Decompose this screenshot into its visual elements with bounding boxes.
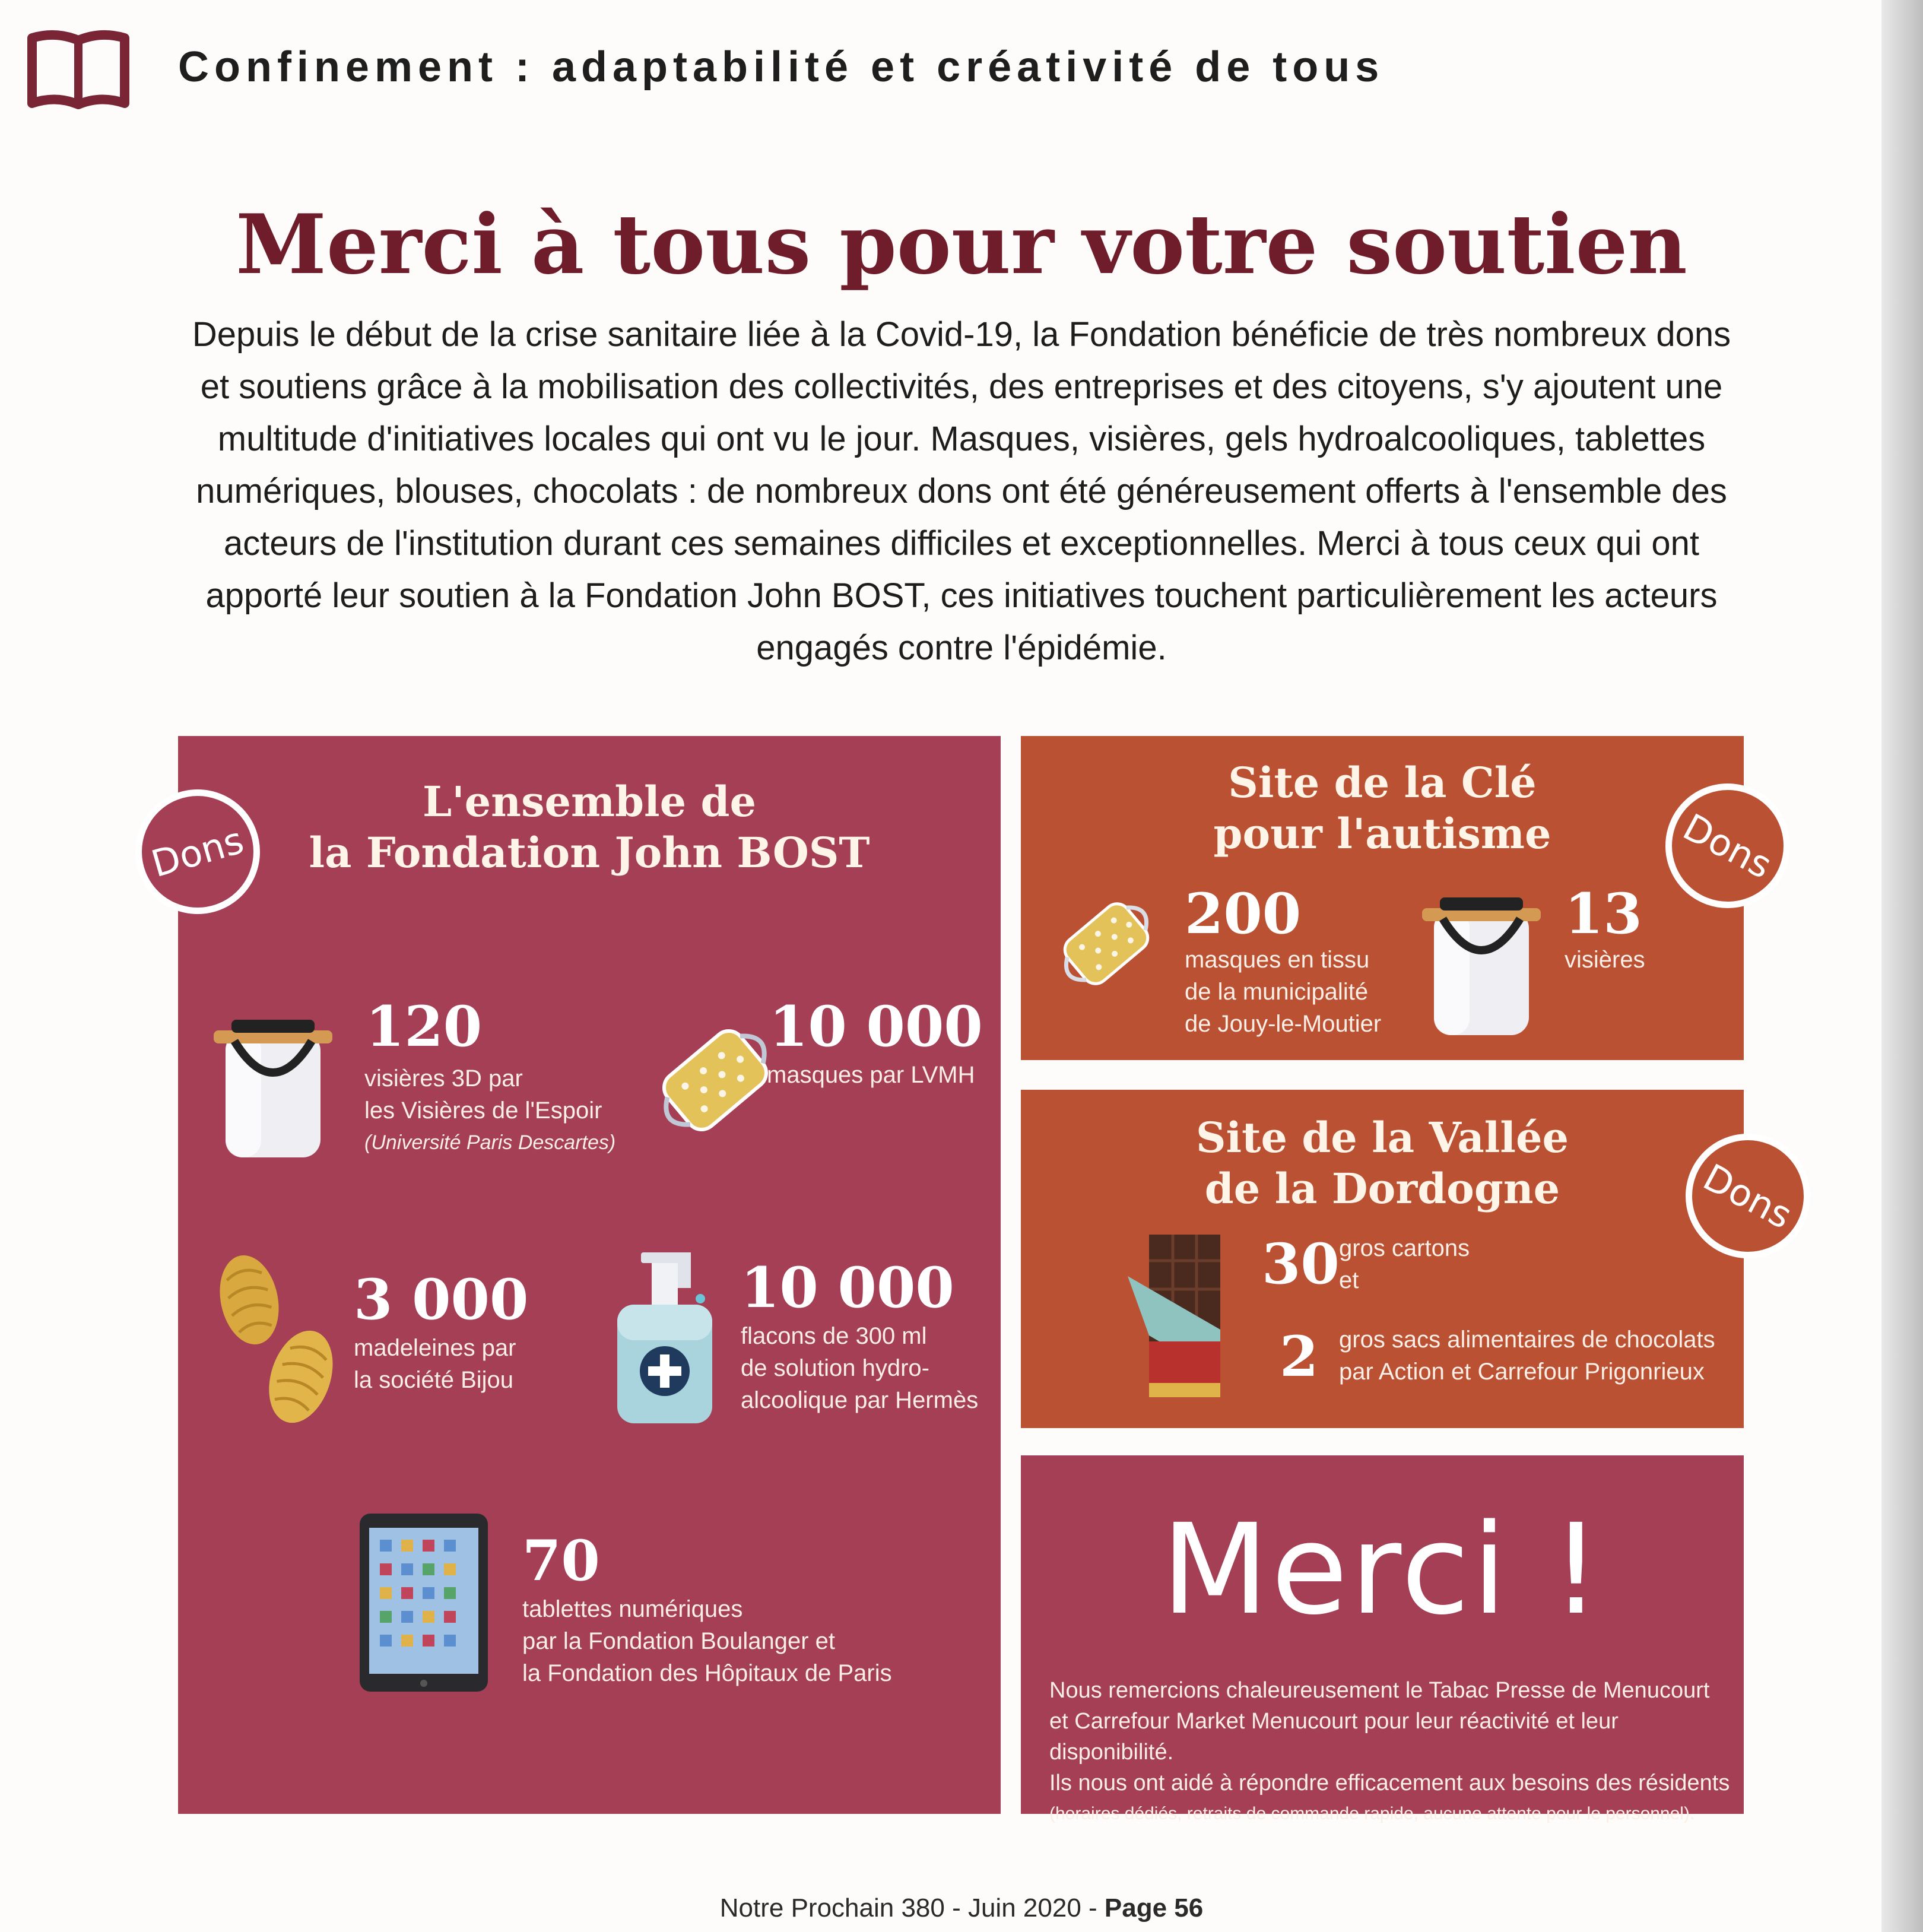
merci-line: et Carrefour Market Menucourt pour leur réactivité et leur disponibilité. <box>1049 1709 1619 1765</box>
panel-merci <box>1021 1455 1744 1823</box>
item-desc-line: et <box>1339 1267 1359 1293</box>
item-number: 70 <box>522 1528 600 1594</box>
merci-note: (horaires dédiés, retraits de commande rapide, aucune attente pour le personnel). <box>1049 1804 1695 1823</box>
panel-title-line1: L'ensemble de <box>422 777 757 826</box>
article-intro: Depuis le début de la crise sanitaire liée à la Covid-19, la Fondation bénéficie de très nombreux dons et soutiens grâce à la mobilisation des collectivités, des entreprises et des citoyens, s'y ajoutent une multitude d'initiatives locales qui ont vu le jour. Masques, visières, gels hydroalcooliques, tablettes numériques, blouses, chocolats : de nombreux dons ont été généreusement offerts à l'ensemble des acteurs de l'institution durant ces semaines difficiles et exceptionnelles. Merci à tous ceux qui ont apporté leur soutien à la Fondation John BOST, ces initiatives touchent particulièrement les acteurs engagés contre l'épidémie. <box>192 315 1731 667</box>
item-number: 10 000 <box>741 1255 954 1321</box>
panel-title-line1: Site de la Clé <box>1228 758 1537 807</box>
item-desc-line: de solution hydro- <box>741 1355 929 1381</box>
dons-badge <box>1665 783 1790 908</box>
article-title: Merci à tous pour votre soutien <box>236 196 1687 293</box>
item-desc-line: les Visières de l'Espoir <box>364 1097 602 1124</box>
face-shield-icon <box>214 1015 332 1163</box>
item-desc-line: la Fondation des Hôpitaux de Paris <box>522 1660 892 1686</box>
panel-site-vallee <box>1021 1090 1744 1428</box>
panel-site-cle <box>1021 736 1744 1060</box>
item-desc-line: gros sacs alimentaires de chocolats <box>1339 1327 1715 1353</box>
panel-fondation <box>178 736 1001 1814</box>
item-desc-line: (Université Paris Descartes) <box>364 1131 616 1154</box>
page-footer <box>0 1893 1923 1923</box>
dons-badge-label: Dons <box>147 818 249 886</box>
item-desc-line: de la municipalité <box>1185 979 1369 1005</box>
merci-line: Ils nous ont aidé à répondre efficacement aux besoins des résidents <box>1049 1771 1730 1795</box>
dons-badge <box>1686 1134 1810 1258</box>
item-desc-line: alcoolique par Hermès <box>741 1387 979 1413</box>
face-mask-icon <box>647 1009 783 1151</box>
panel-title-line2: la Fondation John BOST <box>309 828 870 877</box>
item-desc-line: par la Fondation Boulanger et <box>522 1628 836 1654</box>
item-desc-line: tablettes numériques <box>522 1596 743 1622</box>
face-mask-icon <box>1053 884 1160 1003</box>
footer-text: Notre Prochain 380 - Juin 2020 - <box>719 1893 1105 1923</box>
hand-sanitizer-icon <box>605 1252 724 1425</box>
chocolate-bar-icon <box>1128 1235 1232 1401</box>
dons-badge-label: Dons <box>1676 804 1779 887</box>
book-icon <box>26 30 131 110</box>
dons-badge <box>135 789 260 914</box>
item-number: 13 <box>1565 881 1642 947</box>
item-desc-line: masques par LVMH <box>767 1062 975 1088</box>
item-desc-line: de Jouy-le-Moutier <box>1185 1011 1382 1037</box>
item-number: 120 <box>366 994 483 1059</box>
merci-line: Nous remercions chaleureusement le Tabac Presse de Menucourt <box>1049 1678 1710 1703</box>
madeleine-icon <box>214 1252 344 1436</box>
item-number: 10 000 <box>769 994 983 1059</box>
panel-title-line2: pour l'autisme <box>1213 809 1551 858</box>
dons-badge-label: Dons <box>1696 1154 1800 1238</box>
item-desc-line: flacons de 300 ml <box>741 1323 927 1349</box>
panel-title-line1: Site de la Vallée <box>1195 1113 1569 1162</box>
tablet-icon <box>360 1514 488 1692</box>
item-desc-line: madeleines par <box>354 1335 516 1361</box>
item-desc-line: visières <box>1565 947 1645 973</box>
item-desc-line: visières 3D par <box>364 1065 523 1092</box>
item-desc-line: la société Bijou <box>354 1367 514 1393</box>
item-number: 30 <box>1262 1232 1340 1297</box>
merci-heading: Merci ! <box>1161 1497 1604 1642</box>
section-header-title: Confinement : adaptabilité et créativité de tous <box>178 43 1385 91</box>
item-desc-line: gros cartons <box>1339 1235 1470 1261</box>
page-number: Page 56 <box>1104 1893 1204 1923</box>
face-shield-icon <box>1422 893 1541 1041</box>
item-desc-line: masques en tissu <box>1185 947 1370 973</box>
item-number: 200 <box>1185 881 1302 947</box>
item-number: 3 000 <box>354 1267 529 1333</box>
item-number: 2 <box>1280 1324 1319 1389</box>
merci-text <box>1049 1675 1738 1829</box>
item-desc-line: par Action et Carrefour Prigonrieux <box>1339 1359 1705 1385</box>
panel-title-line2: de la Dordogne <box>1204 1164 1560 1213</box>
